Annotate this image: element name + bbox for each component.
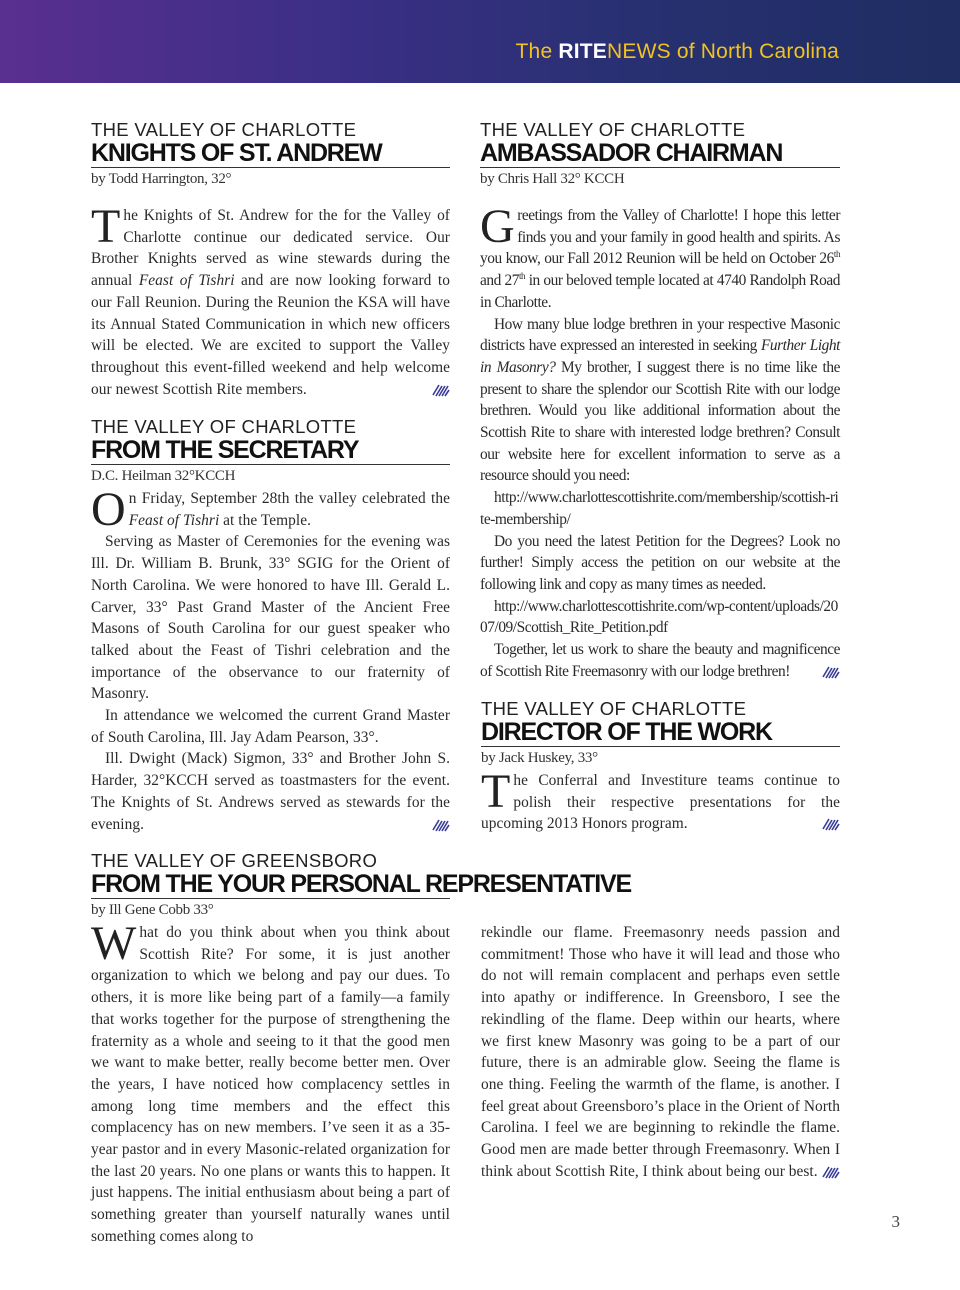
rite-logo-endmark-icon	[822, 817, 840, 831]
body-text: rekindle our flame. Freemasonry needs passion and commitment! Those who have it will lead and those who do not will remain complacent and perhaps even settle into apathy or indifference. In Greensboro, I see the rekindling of the flame. Deep within our hearts, where we first knew Masonry was going to be a part of our future, there is an admirable glow. Seeing the flame is one thing. Feeling the warmth of the flame, is another. I feel great about Greensboro’s place in the Orient of North Carolina. I feel we are beginning to rekindle the flame. Good men are made better through Freemasonry. When I think about Scottish Rite, I think about being our best.	[481, 924, 840, 1180]
superscript: th	[833, 249, 840, 260]
article-body	[481, 765, 840, 835]
article-knights	[91, 120, 450, 400]
article-kicker: THE VALLEY OF CHARLOTTE	[91, 119, 357, 140]
article-ambassador	[480, 120, 840, 682]
article-headline: AMBASSADOR CHAIRMAN	[480, 140, 840, 168]
article-headline: FROM THE SECRETARY	[91, 437, 450, 465]
body-paragraph: In attendance we welcomed the current Grand Master of South Carolina, Ill. Jay Adam Pearson, 33°.	[91, 707, 450, 746]
article-kicker: THE VALLEY OF GREENSBORO	[91, 850, 378, 871]
rite-logo-endmark-icon	[432, 818, 450, 832]
rite-logo-endmark-icon	[822, 665, 840, 679]
article-byline: by Chris Hall 32° KCCH	[480, 171, 625, 187]
body-italic: Further Light in Masonry?	[480, 337, 840, 376]
body-text: My brother, I suggest there is no time like the present to share the splendor our Scottish Rite with our lodge brethren. Would you like additional information about the Scottish Rite to share with interested lodge brethren? Consult our website here for excellent information to serve as a resource should you need:	[480, 358, 840, 485]
body-text: and 27	[480, 272, 519, 290]
body-text: reetings from the Valley of Charlotte! I hope this letter finds you and your family in good health and spirits. As you know, our Fall 2012 Reunion will be held on October 26	[480, 207, 840, 268]
article-body	[480, 200, 840, 682]
title-brand-bold: RITE	[558, 40, 607, 63]
drop-cap: O	[91, 483, 126, 536]
article-byline: by Todd Harrington, 32°	[91, 171, 232, 187]
article-kicker: THE VALLEY OF CHARLOTTE	[91, 416, 357, 437]
body-text: and are now looking forward to our Fall Reunion. During the Reunion the KSA will have its Annual Stated Communication in which new officers will be elected. We are excited to support the Valley throughout this event-filled weekend and help welcome our newest Scottish Rite members.	[91, 272, 450, 398]
body-text: n Friday, September 28th the valley celebrated the	[128, 490, 450, 507]
article-body	[91, 200, 450, 400]
title-prefix: The	[515, 40, 559, 63]
drop-cap: W	[91, 917, 137, 970]
publication-title	[516, 40, 839, 64]
body-text: in our beloved temple located at 4740 Randolph Road in Charlotte.	[480, 272, 840, 311]
body-text: hat do you think about when you think about Scottish Rite? For some, it is just another organization to which we belong and pay our dues. To others, it is more like being part of a family—a family that works together for the purpose of strengthening the fraternity as a whole and seeing to it that the good men we want to make better, really become better men. Over the years, I have noticed how complacency settles in among long time members and the effect this complacency has on new members. I’ve seen it as a 35-year pastor and in every Masonic-related organization for the last 20 years. No one plans or wants this to happen. It just happens. The initial enthusiasm about being a part of something greater than yourself naturally wanes until something comes along to	[91, 924, 450, 1245]
drop-cap: T	[481, 765, 511, 818]
article-headline: FROM THE YOUR PERSONAL REPRESENTATIVE	[91, 870, 631, 898]
petition-link[interactable]: http://www.charlottescottishrite.com/wp-content/uploads/2007/09/Scottish_Rite_Petition.pdf	[480, 597, 838, 637]
body-text: he Conferral and Investiture teams continue to polish their respective presentations for the upcoming 2013 Honors program.	[481, 772, 840, 833]
title-suffix: of North Carolina	[670, 40, 839, 63]
article-kicker: THE VALLEY OF CHARLOTTE	[481, 698, 747, 719]
body-text: How many blue lodge brethren in your respective Masonic districts have expressed an interested in seeking	[480, 315, 840, 355]
article-headline: KNIGHTS OF ST. ANDREW	[91, 140, 450, 168]
body-text: at the Temple.	[219, 511, 311, 529]
header-banner	[0, 0, 960, 83]
article-body	[91, 483, 450, 835]
article-greensboro-col2	[481, 922, 840, 1182]
article-director	[481, 699, 840, 835]
article-greensboro-col1	[91, 917, 450, 1248]
title-brand-rest: NEWS	[607, 40, 671, 63]
membership-link[interactable]: http://www.charlottescottishrite.com/membership/scottish-rite-membership/	[480, 489, 839, 528]
article-headline: DIRECTOR OF THE WORK	[481, 719, 840, 747]
body-text: he Knights of St. Andrew for the for the Valley of Charlotte continue our dedicated service. Our Brother Knights served as wine stewards during the annual	[91, 207, 450, 290]
article-byline: D.C. Heilman 32°KCCH	[91, 468, 236, 484]
body-italic: Feast of Tishri	[138, 272, 235, 290]
rite-logo-endmark-icon	[822, 1165, 840, 1179]
article-byline: by Jack Huskey, 33°	[481, 750, 598, 766]
article-kicker: THE VALLEY OF CHARLOTTE	[480, 119, 746, 140]
rite-logo-endmark-icon	[432, 383, 450, 397]
article-secretary	[91, 417, 450, 835]
article-greensboro-header	[91, 851, 840, 920]
body-italic: Feast of Tishri	[128, 511, 220, 529]
body-paragraph: Serving as Master of Ceremonies for the evening was Ill. Dr. William B. Brunk, 33° SGIG for the Orient of North Carolina. We were honored to have Ill. Gerald L. Carver, 33° Past Grand Master of the Ancient Free Masons of South Carolina for our guest speaker who talked about the Feast of Tishri celebration and the importance of the observance to our fraternity of Masonry.	[91, 533, 450, 703]
superscript: th	[518, 270, 526, 281]
drop-cap: T	[91, 200, 121, 253]
body-paragraph: Do you need the latest Petition for the Degrees? Look no further! Simply access the petition on our website at the following link and copy as many times as needed.	[480, 532, 840, 593]
page-number: 3	[891, 1212, 900, 1231]
article-byline: by Ill Gene Cobb 33°	[91, 902, 214, 918]
drop-cap: G	[480, 200, 515, 253]
body-text: Together, let us work to share the beauty and magnificence of Scottish Rite Freemasonry with our lodge brethren!	[480, 641, 840, 680]
body-text: Ill. Dwight (Mack) Sigmon, 33° and Brother John S. Harder, 32°KCCH served as toastmasters for the event. The Knights of St. Andrews served as stewards for the evening.	[91, 750, 450, 833]
